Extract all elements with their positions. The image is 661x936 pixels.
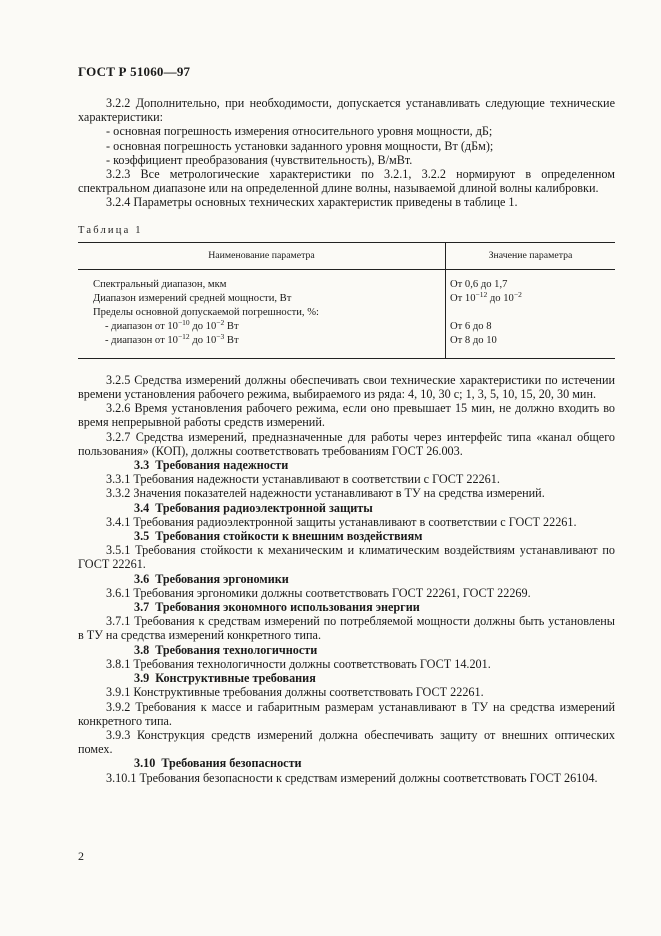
parameter-name: Пределы основной допускаемой погрешности, %: bbox=[93, 306, 319, 318]
paragraph-3-8-1: 3.8.1 Требования технологичности должны соответствовать ГОСТ 14.201. bbox=[106, 656, 491, 671]
paragraph-3-9-2: 3.9.2 Требования к массе и габаритным размерам устанавливают в ТУ на средства измерений конкретного типа. bbox=[78, 699, 615, 728]
table-header-value: Значение параметра bbox=[446, 242, 616, 269]
parameter-value: От 8 до 10 bbox=[450, 334, 497, 346]
paragraph-3-9-3: 3.9.3 Конструкция средств измерений должна обеспечивать защиту от внешних оптических помех. bbox=[78, 727, 615, 757]
paragraph-3-9-1: 3.9.1 Конструктивные требования должны соответствовать ГОСТ 22261. bbox=[106, 685, 484, 700]
parameter-name: Спектральный диапазон, мкм bbox=[93, 278, 227, 290]
table-header-name: Наименование параметра bbox=[78, 242, 446, 269]
parameter-values-cell bbox=[446, 269, 616, 358]
parameter-name: - диапазон от $10^{-10}$ до $10^{-2}$ Вт bbox=[105, 317, 239, 332]
paragraph-3-2-4: 3.2.4 Параметры основных технических характеристик приведены в таблице 1. bbox=[106, 195, 518, 210]
parameter-names-cell bbox=[78, 269, 446, 358]
section-heading-3-3: 3.3 Требования надежности bbox=[134, 458, 289, 473]
section-heading-3-5: 3.5 Требования стойкости к внешним воздействиям bbox=[134, 529, 423, 544]
parameter-name: - диапазон от $10^{-12}$ до $10^{-3}$ Вт bbox=[105, 331, 239, 346]
parameter-value: От $10^{-12}$ до $10^{-2}$ bbox=[450, 289, 522, 304]
section-heading-3-6: 3.6 Требования эргономики bbox=[134, 571, 289, 586]
paragraph-3-2-5: 3.2.5 Средства измерений должны обеспечивать свои технические характеристики по истечении времени установления рабочего режима, выбираемого из ряда: 4, 10, 30 с; 1, 3, 5, 10, 15, 20, 30 мин. bbox=[78, 372, 615, 402]
table-caption: Таблица 1 bbox=[78, 224, 143, 236]
list-item: - коэффициент преобразования (чувствительность), В/мВт. bbox=[106, 152, 413, 167]
paragraph-3-3-1: 3.3.1 Требования надежности устанавливают в соответствии с ГОСТ 22261. bbox=[106, 472, 500, 487]
parameter-value: От 0,6 до 1,7 bbox=[450, 278, 508, 290]
section-heading-3-7: 3.7 Требования экономного использования энергии bbox=[134, 600, 420, 615]
paragraph-3-6-1: 3.6.1 Требования эргономики должны соответствовать ГОСТ 22261, ГОСТ 22269. bbox=[106, 585, 531, 600]
paragraph-3-4-1: 3.4.1 Требования радиоэлектронной защиты устанавливают в соответствии с ГОСТ 22261. bbox=[106, 514, 577, 529]
paragraph-3-7-1: 3.7.1 Требования к средствам измерений по потребляемой мощности должны быть установлены в ТУ на средства измерений конкретного типа. bbox=[78, 614, 615, 643]
paragraph-3-2-6: 3.2.6 Время установления рабочего режима, если оно превышает 15 мин, не должно входить во время непрерывной работы средств измерений. bbox=[78, 401, 615, 430]
document-body bbox=[78, 96, 615, 785]
parameters-table bbox=[78, 242, 615, 359]
list-item: - основная погрешность установки заданного уровня мощности, Вт (дБм); bbox=[106, 138, 494, 153]
page-header: ГОСТ Р 51060—97 bbox=[78, 64, 191, 79]
section-heading-3-4: 3.4 Требования радиоэлектронной защиты bbox=[134, 500, 373, 515]
page-number: 2 bbox=[78, 849, 84, 863]
section-heading-3-9: 3.9 Конструктивные требования bbox=[134, 671, 316, 686]
section-heading-3-8: 3.8 Требования технологичности bbox=[134, 642, 318, 657]
table-row bbox=[78, 269, 615, 358]
paragraph-3-5-1: 3.5.1 Требования стойкости к механическим и климатическим воздействиям устанавливают по ГОСТ 22261. bbox=[78, 543, 615, 572]
parameter-value: От 6 до 8 bbox=[450, 320, 492, 332]
list-item: - основная погрешность измерения относительного уровня мощности, дБ; bbox=[106, 124, 493, 139]
paragraph-3-2-7: 3.2.7 Средства измерений, предназначенные для работы через интерфейс типа «канал общего пользования» (КОП), должны соответствовать требованиям ГОСТ 26.003. bbox=[78, 429, 615, 458]
section-heading-3-10: 3.10 Требования безопасности bbox=[134, 756, 302, 771]
paragraph-3-2-3: 3.2.3 Все метрологические характеристики по 3.2.1, 3.2.2 нормируют в определенном спектральном диапазоне или на определенной длине волны, называемой длиной волны калибровки. bbox=[78, 167, 615, 196]
paragraph-3-10-1: 3.10.1 Требования безопасности к средствам измерений должны соответствовать ГОСТ 26104. bbox=[106, 770, 598, 785]
parameter-name: Диапазон измерений средней мощности, Вт bbox=[93, 292, 292, 304]
paragraph-3-3-2: 3.3.2 Значения показателей надежности устанавливают в ТУ на средства измерений. bbox=[106, 486, 545, 501]
paragraph-3-2-2: 3.2.2 Дополнительно, при необходимости, допускается устанавливать следующие технические характеристики: bbox=[78, 96, 615, 125]
